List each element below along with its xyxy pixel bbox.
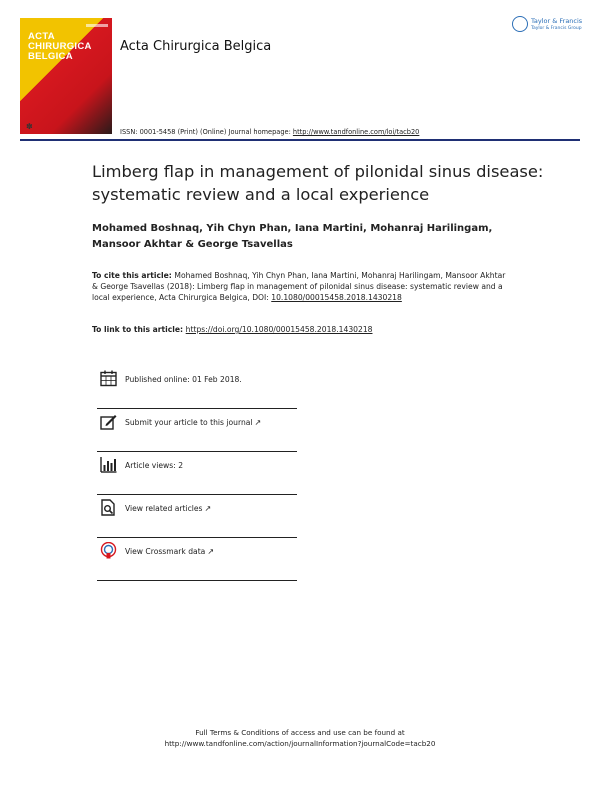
cover-decoration bbox=[86, 24, 108, 27]
submit-article-link[interactable]: Submit your article to this journal ↗ bbox=[125, 418, 262, 427]
footer-terms-text: Full Terms & Conditions of access and use can be found at bbox=[195, 728, 405, 737]
cover-logo-icon: ✽ bbox=[26, 122, 33, 131]
issn-line bbox=[120, 128, 419, 136]
journal-homepage-link[interactable]: http://www.tandfonline.com/loi/tacb20 bbox=[292, 128, 420, 136]
footer-terms-link[interactable]: http://www.tandfonline.com/action/journalInformation?journalCode=tacb20 bbox=[164, 739, 436, 748]
citation-text: Mohamed Boshnaq, Yih Chyn Phan, Iana Martini, Mohanraj Harilingam, Mansoor Akhtar & George Tsavellas (2018): Limberg flap in management of pilonidal sinus disease: systematic review and a local experience, Acta Chirurgica Belgica, DOI: bbox=[92, 271, 506, 303]
crossmark-icon bbox=[100, 542, 117, 559]
issn-text: ISSN: 0001-5458 (Print) (Online) Journal homepage: bbox=[120, 128, 293, 136]
citation-block bbox=[92, 270, 512, 304]
published-online-item bbox=[97, 366, 297, 409]
citation-doi-link[interactable]: 10.1080/00015458.2018.1430218 bbox=[271, 293, 402, 303]
article-doi-link[interactable]: https://doi.org/10.1080/00015458.2018.1430218 bbox=[185, 325, 373, 334]
edit-icon bbox=[100, 413, 117, 430]
document-search-icon bbox=[100, 499, 117, 516]
related-articles-item[interactable] bbox=[97, 495, 297, 538]
header-divider bbox=[20, 139, 580, 141]
external-link-icon: ↗ bbox=[204, 504, 212, 513]
article-views-text: Article views: 2 bbox=[125, 461, 184, 470]
cover-title: ACTA CHIRURGICA BELGICA bbox=[28, 31, 92, 62]
journal-cover-image[interactable] bbox=[20, 18, 112, 134]
journal-name: Acta Chirurgica Belgica bbox=[120, 39, 272, 54]
submit-article-item[interactable] bbox=[97, 409, 297, 452]
external-link-icon: ↗ bbox=[207, 547, 215, 556]
citation-label: To cite this article: bbox=[92, 271, 175, 280]
article-views-item bbox=[97, 452, 297, 495]
crossmark-item[interactable] bbox=[97, 538, 297, 581]
external-link-icon: ↗ bbox=[254, 418, 262, 427]
article-link-block bbox=[92, 324, 512, 335]
related-articles-link[interactable]: View related articles ↗ bbox=[125, 504, 212, 513]
crossmark-link[interactable]: View Crossmark data ↗ bbox=[125, 547, 215, 556]
article-title: Limberg flap in management of pilonidal sinus disease: systematic review and a local experience bbox=[92, 162, 544, 204]
publisher-logo-text: Taylor & Francis bbox=[531, 17, 583, 25]
publisher-logo-icon bbox=[512, 16, 528, 32]
article-authors: Mohamed Boshnaq, Yih Chyn Phan, Iana Martini, Mohanraj Harilingam, Mansoor Akhtar & George Tsavellas bbox=[92, 223, 493, 250]
footer bbox=[0, 727, 600, 749]
published-online-text: Published online: 01 Feb 2018. bbox=[125, 375, 242, 384]
publisher-logo-subtext: Taylor & Francis Group bbox=[531, 26, 582, 31]
bar-chart-icon bbox=[100, 456, 117, 473]
publisher-logo[interactable] bbox=[512, 16, 582, 36]
calendar-icon bbox=[100, 370, 117, 387]
article-info-list bbox=[97, 366, 297, 581]
article-link-label: To link to this article: bbox=[92, 325, 186, 334]
